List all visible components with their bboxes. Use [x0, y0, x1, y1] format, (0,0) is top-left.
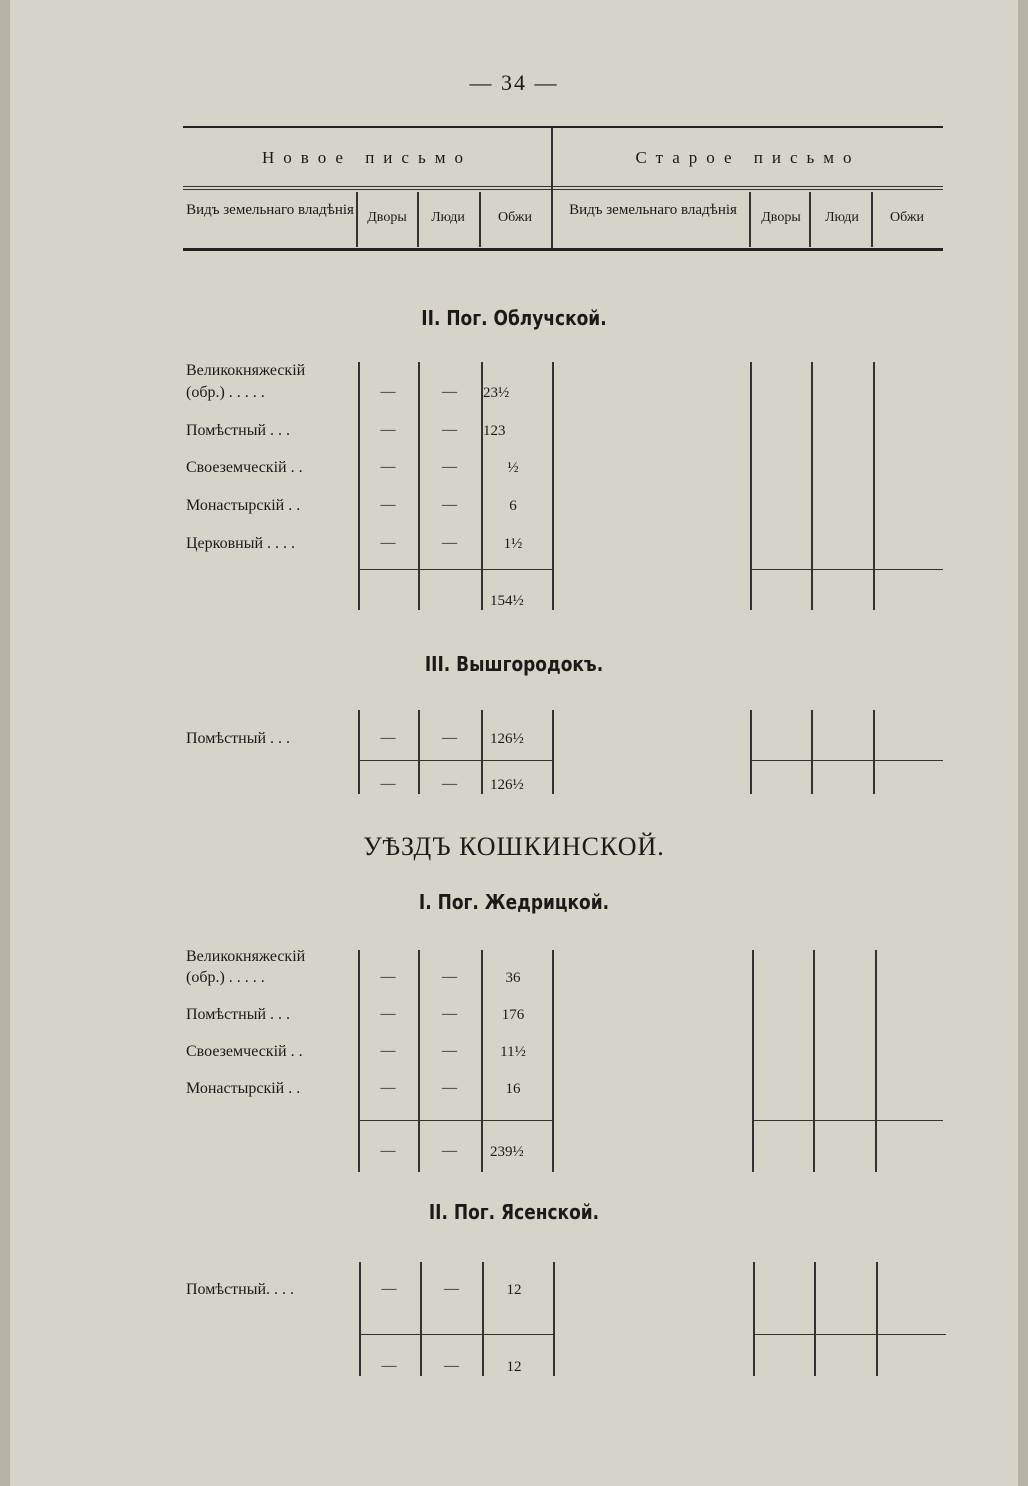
row-label: Своеземческій . . [186, 459, 303, 476]
col-vline [876, 1262, 878, 1376]
cell-lyudi: — [444, 1281, 459, 1297]
cell-lyudi: — [442, 1006, 457, 1022]
section-title: III. Вышгородокъ. [424, 652, 604, 676]
hdr-vline [749, 192, 751, 247]
cell-obzhi: 176 [501, 1007, 525, 1023]
section-title: II. Пог. Облучской. [421, 306, 607, 330]
cell-lyudi: — [442, 384, 457, 400]
row-label: (обр.) . . . . . [186, 969, 265, 986]
row-label: Великокняжескій [186, 948, 306, 965]
col-vline [481, 710, 483, 794]
sum-rule [750, 760, 943, 761]
col-new-obzhi: Обжи [497, 210, 533, 225]
row-label: Монастырскій . . [186, 497, 301, 514]
col-old-lyudi: Люди [825, 210, 859, 225]
header-bottom-rule [183, 248, 943, 251]
cell-obzhi: 123 [483, 423, 506, 439]
cell-lyudi: — [442, 1043, 457, 1059]
col-vline [553, 1262, 555, 1376]
header-mid-rule [183, 186, 943, 187]
cell-dvory: — [380, 1080, 396, 1096]
total-lyudi: — [444, 1358, 459, 1374]
hdr-vline [417, 192, 419, 247]
hdr-vline [356, 192, 358, 247]
col-old-kind: Видъ земельнаго владѣнія [569, 202, 737, 218]
row-label: Великокняжескій [186, 362, 306, 379]
total-obzhi: 154½ [490, 593, 524, 609]
total-lyudi: — [442, 1143, 457, 1159]
col-new-kind: Видъ земельнаго владѣнія [186, 202, 354, 218]
cell-obzhi: 36 [505, 970, 521, 986]
row-label: Помѣстный . . . [186, 422, 291, 439]
col-old-dvory: Дворы [761, 210, 801, 225]
col-vline [811, 710, 813, 794]
cell-dvory: — [380, 969, 396, 985]
cell-dvory: — [380, 1006, 396, 1022]
cell-obzhi: 1½ [503, 536, 523, 552]
col-vline [873, 362, 875, 610]
cell-dvory: — [380, 459, 396, 475]
cell-lyudi: — [442, 535, 457, 551]
total-dvory: — [380, 776, 396, 792]
cell-dvory: — [380, 535, 396, 551]
row-label: (обр.) . . . . . [186, 384, 265, 401]
sum-rule [750, 569, 943, 570]
hdr-vline [871, 192, 873, 247]
col-vline [811, 362, 813, 610]
sum-rule [358, 569, 552, 570]
header-top-rule [183, 126, 943, 128]
cell-lyudi: — [442, 969, 457, 985]
row-label: Помѣстный . . . [186, 730, 291, 747]
total-obzhi: 12 [506, 1359, 522, 1375]
cell-obzhi: 11½ [500, 1044, 526, 1060]
col-vline [552, 950, 554, 1172]
col-old-obzhi: Обжи [889, 210, 925, 225]
cell-obzhi: ½ [507, 460, 519, 476]
col-vline [750, 362, 752, 610]
col-vline [813, 950, 815, 1172]
total-dvory: — [380, 1143, 396, 1159]
cell-obzhi: 12 [506, 1282, 522, 1298]
cell-dvory: — [380, 1043, 396, 1059]
col-vline [752, 950, 754, 1172]
total-dvory: — [381, 1358, 397, 1374]
sum-rule [752, 1120, 943, 1121]
row-label: Своеземческій . . [186, 1043, 303, 1060]
cell-dvory: — [381, 1281, 397, 1297]
header-new-letter: Новое письмо [262, 148, 472, 167]
header-old-letter: Старое письмо [635, 148, 861, 167]
cell-dvory: — [380, 384, 396, 400]
sum-rule [358, 760, 552, 761]
col-vline [873, 710, 875, 794]
sum-rule [359, 1334, 553, 1335]
cell-obzhi: 16 [505, 1081, 521, 1097]
col-vline [875, 950, 877, 1172]
cell-obzhi: 23½ [483, 385, 510, 401]
cell-lyudi: — [442, 459, 457, 475]
row-label: Церковный . . . . [186, 535, 296, 552]
cell-lyudi: — [442, 497, 457, 513]
total-obzhi: 239½ [490, 1144, 524, 1160]
total-lyudi: — [442, 776, 457, 792]
page-number: — 34 — [469, 70, 559, 95]
cell-lyudi: — [442, 1080, 457, 1096]
cell-obzhi: 6 [509, 498, 517, 514]
col-new-lyudi: Люди [431, 210, 465, 225]
col-vline [753, 1262, 755, 1376]
col-vline [750, 710, 752, 794]
district-title: УѢЗДЪ КОШКИНСКОЙ. [363, 832, 665, 861]
col-new-dvory: Дворы [367, 210, 407, 225]
col-vline [552, 362, 554, 610]
row-label: Помѣстный . . . [186, 1006, 291, 1023]
cell-dvory: — [380, 422, 396, 438]
cell-lyudi: — [442, 422, 457, 438]
col-vline [552, 710, 554, 794]
cell-lyudi: — [442, 730, 457, 746]
cell-dvory: — [380, 497, 396, 513]
cell-dvory: — [380, 730, 396, 746]
total-obzhi: 126½ [490, 777, 524, 793]
row-label: Монастырскій . . [186, 1080, 301, 1097]
section-title: I. Пог. Жедрицкой. [418, 890, 610, 914]
row-label: Помѣстный. . . . [186, 1281, 295, 1298]
hdr-vline [809, 192, 811, 247]
sum-rule [358, 1120, 552, 1121]
header-mid-rule-2 [183, 189, 943, 190]
col-vline [814, 1262, 816, 1376]
section-title: II. Пог. Ясенской. [428, 1200, 600, 1224]
sum-rule [753, 1334, 946, 1335]
cell-obzhi: 126½ [490, 731, 524, 747]
hdr-vline [479, 192, 481, 247]
